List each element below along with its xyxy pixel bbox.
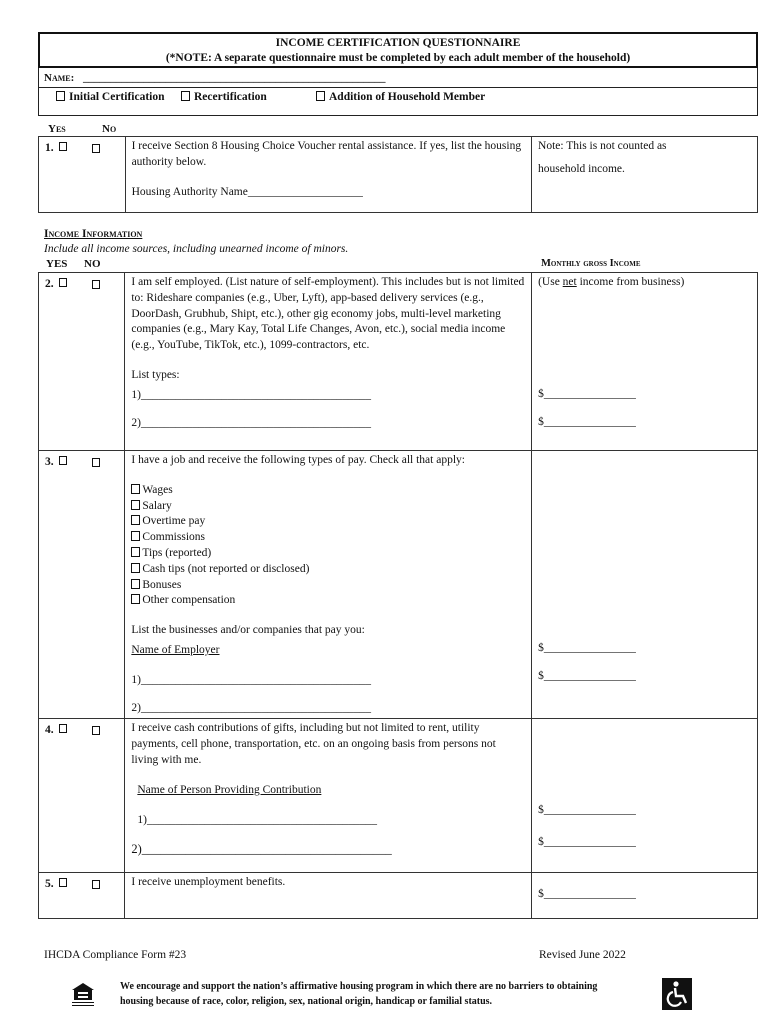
initial-checkbox[interactable] [56,91,65,101]
equal-housing-icon [70,981,96,1009]
name-row [44,72,386,84]
option-addition[interactable]: Addition of Household Member [316,91,485,103]
q1-no-checkbox[interactable] [92,144,100,153]
q1-note-line1: Note: This is not counted as [538,140,667,152]
q3-line1[interactable]: 1)________________________________________ [131,673,371,686]
q5-amount1[interactable]: $________________ [538,888,636,901]
q1-text: I receive Section 8 Housing Choice Voucher rental assistance. If yes, list the housing authority below. [131,140,522,168]
q1-ha-field[interactable]: Housing Authority Name____________________ [131,185,363,198]
pay-option-tips[interactable]: Tips (reported) [131,546,525,562]
q5-text-cell [125,873,532,919]
q5-row [39,873,758,919]
pay-option-overtime[interactable]: Overtime pay [131,514,525,530]
q4-amount2[interactable]: $________________ [538,836,636,849]
q2-list-label: List types: [131,368,180,381]
pay-option-wages[interactable]: Wages [131,483,525,499]
header-divider [38,87,758,88]
q4-person-label: Name of Person Providing Contribution [137,783,322,796]
pay-option-other[interactable]: Other compensation [131,593,525,609]
q3-checks [39,451,125,719]
name-label: Name: [44,72,75,84]
pay-option-cash-tips[interactable]: Cash tips (not reported or disclosed) [131,562,525,578]
q4-text: I receive cash contributions of gifts, including but not limited to rent, utility payments, cell phone, transportation, etc. on an ongoing basis from persons not living with me. [131,722,496,766]
q4-checks [39,719,125,873]
q5-no-checkbox[interactable] [92,880,100,889]
no-header-2: NO [84,258,101,270]
q2-row [39,273,758,451]
tips-checkbox[interactable] [131,547,140,557]
cash-tips-checkbox[interactable] [131,563,140,573]
wages-checkbox[interactable] [131,484,140,494]
q2-amount2[interactable]: $________________ [538,415,636,428]
q4-income-cell [532,719,758,873]
q1-note-line2: household income. [538,162,625,175]
eho-line2: housing because of race, color, religion, sex, national origin, handicap or familial status. [120,996,493,1007]
q4-row [39,719,758,873]
q2-income-cell [532,273,758,451]
pay-option-commissions[interactable]: Commissions [131,530,525,546]
q5-number: 5. [45,878,54,891]
revised-date: Revised June 2022 [539,949,626,961]
q4-line2[interactable]: 2)________________________________________ [131,842,392,857]
income-info-heading: Income Information [44,228,143,240]
commissions-checkbox[interactable] [131,531,140,541]
salary-checkbox[interactable] [131,500,140,510]
q2-text-cell [125,273,532,451]
q3-text: I have a job and receive the following types of pay. Check all that apply: [131,454,465,466]
income-info-subheading: Include all income sources, including unearned income of minors. [44,243,349,255]
bonuses-checkbox[interactable] [131,579,140,589]
form-note: (*NOTE: A separate questionnaire must be completed by each adult member of the household) [165,52,631,64]
overtime-checkbox[interactable] [131,515,140,525]
addition-checkbox[interactable] [316,91,325,101]
q2-text: I am self employed. (List nature of self-employment). This includes but is not limited to: Rideshare companies (e.g., Uber, Lyft), app-based delivery services (e.g., DoorDash, Grubhub, Shipt, etc.), other gig economy jobs, multi-level marketing companies (e.g., Mary Kay, Total Life Changes, Avon, etc.), social media income (e.g., YouTube, TikTok, etc.), 1099-contractors, etc. [131,276,525,352]
q1-checks [39,137,126,213]
q2-income-note: (Use net income from business) [538,276,685,288]
q4-text-cell [125,719,532,873]
option-initial[interactable]: Initial Certification [56,91,165,103]
q4-number: 4. [45,724,54,737]
q3-yes-checkbox[interactable] [59,456,67,465]
pay-option-salary[interactable]: Salary [131,499,525,515]
q3-list-label: List the businesses and/or companies that pay you: [131,624,365,637]
q5-text: I receive unemployment benefits. [131,876,286,889]
eho-line1: We encourage and support the nation’s affirmative housing program in which there are no barriers to obtaining [120,981,598,992]
q3-income-cell [532,451,758,719]
q4-line1[interactable]: 1)________________________________________ [137,813,377,826]
form-title: INCOME CERTIFICATION QUESTIONNAIRE [275,37,521,49]
income-table [38,272,758,919]
q2-no-checkbox[interactable] [92,280,100,289]
no-header: No [102,123,117,135]
q3-row [39,451,758,719]
yes-header-2: YES [46,258,68,270]
q1-yes-checkbox[interactable] [59,142,67,151]
q4-no-checkbox[interactable] [92,726,100,735]
q5-yes-checkbox[interactable] [59,878,67,887]
option-recert[interactable]: Recertification [181,91,267,103]
pay-option-bonuses[interactable]: Bonuses [131,578,525,594]
q3-amount1[interactable]: $________________ [538,642,636,654]
monthly-income-header: Monthly gross Income [541,258,641,269]
wheelchair-icon [662,978,692,1010]
title-box [38,32,758,68]
q2-amount1[interactable]: $________________ [538,387,636,400]
q2-checks [39,273,125,451]
q2-line2[interactable]: 2)________________________________________ [131,416,371,429]
q3-number: 3. [45,456,54,468]
q1-table [38,136,758,213]
q4-yes-checkbox[interactable] [59,724,67,733]
other-checkbox[interactable] [131,594,140,604]
form-id: IHCDA Compliance Form #23 [44,949,187,961]
q1-note-cell [532,137,758,213]
q3-pay-list [125,471,531,611]
q3-text-cell [125,451,532,719]
q3-employer-label: Name of Employer [131,643,220,656]
q2-line1[interactable]: 1)________________________________________ [131,388,371,401]
q3-no-checkbox[interactable] [92,458,100,467]
q1-number: 1. [45,142,54,154]
q2-yes-checkbox[interactable] [59,278,67,287]
q3-line2[interactable]: 2)________________________________________ [131,701,371,714]
yes-header: Yes [48,123,66,135]
q3-amount2[interactable]: $________________ [538,669,636,682]
recert-checkbox[interactable] [181,91,190,101]
q2-number: 2. [45,278,54,290]
q5-checks [39,873,125,919]
name-field[interactable]: _______________________________________________________ [83,72,386,84]
eho-statement [120,979,597,1009]
q1-text-cell [125,137,531,213]
q4-amount1[interactable]: $________________ [538,804,636,817]
q5-income-cell [532,873,758,919]
